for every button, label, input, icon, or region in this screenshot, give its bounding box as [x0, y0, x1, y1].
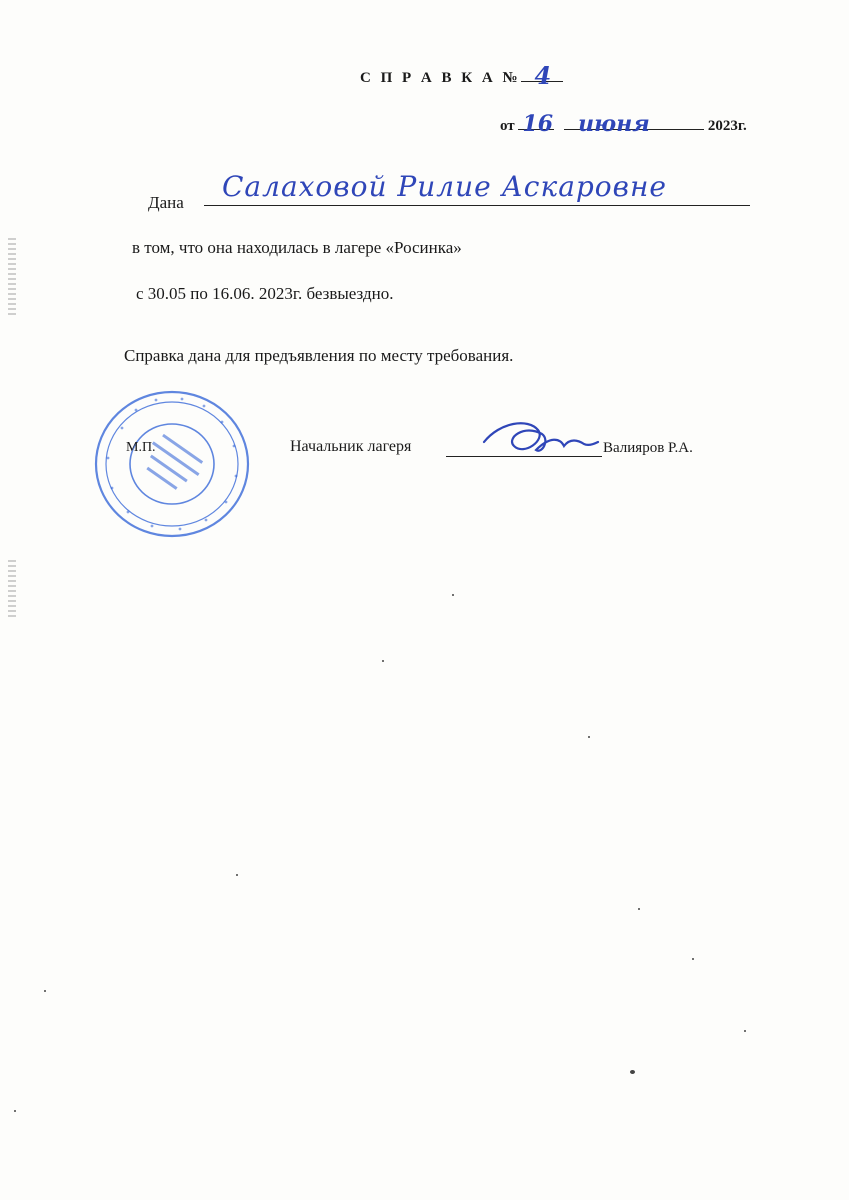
scan-speck: [44, 990, 46, 992]
title-text: С П Р А В К А №: [360, 70, 521, 86]
round-stamp: [92, 388, 252, 540]
head-name: Валияров Р.А.: [603, 440, 693, 456]
body-line-2: с 30.05 по 16.06. 2023г. безвыездно.: [136, 284, 394, 303]
scan-speck: [382, 660, 384, 662]
number-blank: [521, 61, 563, 90]
scan-artifact: [8, 238, 16, 318]
scan-artifact: [8, 560, 16, 620]
scan-speck: [630, 1070, 635, 1074]
scan-speck: [14, 1110, 16, 1112]
body-line-1: в том, что она находилась в лагере «Росинка»: [132, 238, 462, 257]
scan-speck: [638, 908, 640, 910]
stamp-label: М.П.: [126, 440, 156, 455]
month-blank: [564, 111, 704, 137]
scan-speck: [744, 1030, 746, 1032]
purpose-line: Справка дана для предъявления по месту требования.: [124, 346, 514, 365]
handwritten-number: 4: [534, 61, 555, 90]
scan-speck: [588, 736, 590, 738]
handwritten-name: Салаховой Рилие Аскаровне: [222, 170, 667, 203]
issued-name-blank: [204, 205, 750, 206]
scan-speck: [452, 594, 454, 596]
handwritten-month: июня: [578, 111, 650, 137]
head-label: Начальник лагеря: [290, 438, 412, 455]
scan-speck: [692, 958, 694, 960]
day-blank: [518, 111, 554, 137]
handwritten-signature: [480, 416, 600, 462]
date-prefix: от: [500, 118, 515, 134]
handwritten-day: 16: [522, 111, 554, 137]
date-line: [500, 111, 747, 137]
date-year: 2023г.: [707, 118, 747, 134]
scan-speck: [236, 874, 238, 876]
document-title: [360, 61, 563, 90]
issued-label: Дана: [148, 193, 184, 212]
